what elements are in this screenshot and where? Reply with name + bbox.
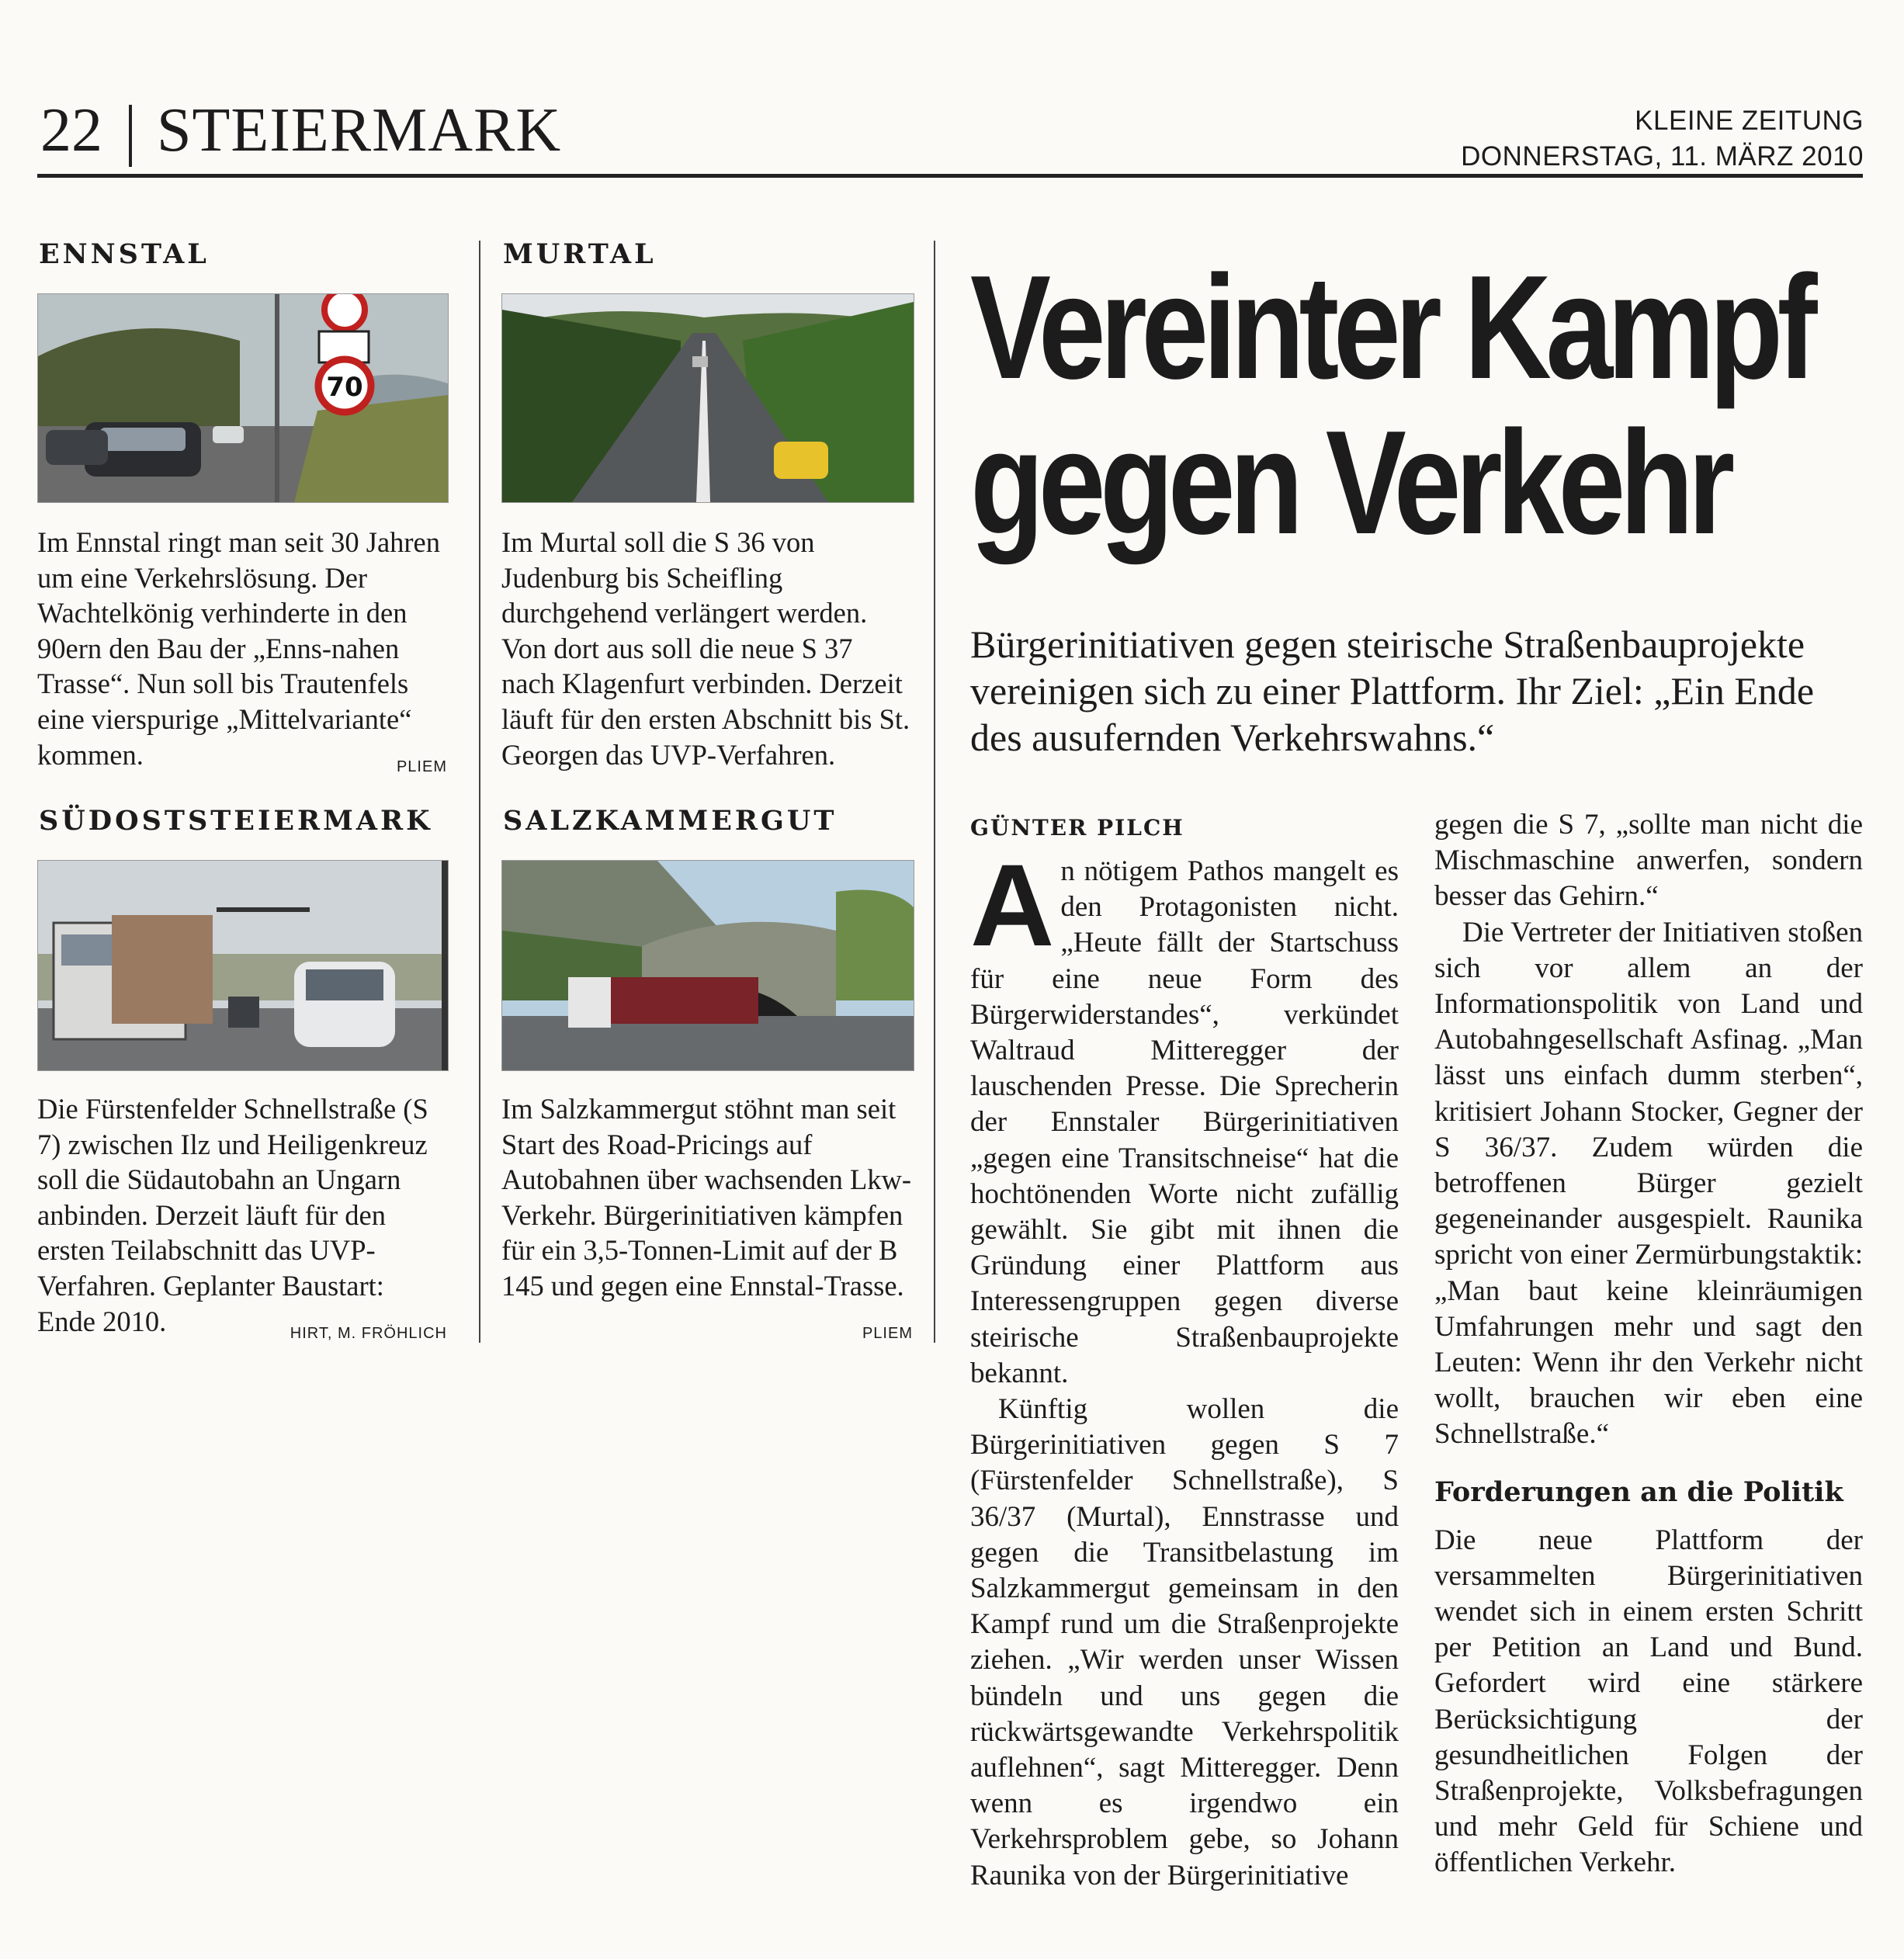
page-number-divider [129, 105, 132, 167]
article-author: GÜNTER PILCH [970, 815, 1184, 841]
article-paragraph: n nötigem Pathos mangelt es den Protagonisten nicht. „Heute fällt der Startschuss für eine neue Form des Bürgerwiderstandes“, verkündet Waltraud Mitteregger der lauschenden Presse. Die Sprecherin der Ennstaler Bürgerinitiativen „gegen eine Transitschneise“ hat die hochtönenden Worte nicht zufällig gewählt. Sie gibt mit ihnen die Gründung einer Plattform aus Interessengruppen gegen diverse steirische Straßenbauprojekte bekannt. [970, 855, 1399, 1389]
dropcap: A [970, 840, 1055, 970]
header-rule [37, 174, 1863, 178]
page-number: 22 [40, 96, 102, 165]
box-body-ennstal: Im Ennstal ringt man seit 30 Jahren um eine Verkehrslösung. Der Wachtelkönig verhinderte in den 90ern den Bau der „Enns-nahen Trasse“. Nun soll bis Trautenfels eine vierspurige „Mittelvariante“ kommen. [37, 526, 441, 771]
article-column-1 [970, 840, 1399, 1894]
box-heading-ennstal: ENNSTAL [39, 238, 210, 270]
photo-ennstal [37, 293, 449, 503]
box-heading-salzkammergut: SALZKAMMERGUT [503, 805, 838, 837]
photo-credit: PLIEM [862, 1324, 913, 1342]
box-body-salzkammergut: Im Salzkammergut stöhnt man seit Start des Road-Pricings auf Autobahnen über wachsenden Lkw-Verkehr. Bürgerinitiativen kämpfen für ein 3,5-Tonnen-Limit auf der B 145 und gegen eine Ennstal-Trasse. [501, 1093, 912, 1302]
photo-suedoststeiermark [37, 860, 449, 1071]
article-paragraph: Künftig wollen die Bürgerinitiativen gegen S 7 (Fürstenfelder Schnellstraße), S 36/37 (Murtal), Ennstrasse und gegen die Transitbelastung im Salzkammergut gemeinsam in den Kampf rund um die Straßenprojekte ziehen. „Wir werden unser Wissen bündeln und uns gegen die rückwärtsgewandte Verkehrspolitik auflehnen“, sagt Mitteregger. Denn wenn es irgendwo ein Verkehrsproblem gebe, so Johann Raunika von der Bürgerinitiative [970, 1393, 1399, 1891]
headline-line-1: Vereinter Kampf [970, 245, 1812, 410]
article-paragraph: gegen die S 7, „sollte man nicht die Mischmaschine anwerfen, sondern besser das Gehirn.“ [1434, 809, 1863, 913]
article-column-2 [1434, 807, 1863, 1881]
box-text-ennstal [37, 525, 447, 785]
box-body-suedoststeiermark: Die Fürstenfelder Schnellstraße (S 7) zwischen Ilz und Heiligenkreuz soll die Südautobahn an Ungarn anbinden. Derzeit läuft für den ersten Teilabschnitt das UVP-Verfahren. Geplanter Baustart: Ende 2010. [37, 1093, 428, 1337]
box-heading-murtal: MURTAL [503, 238, 657, 270]
article-subheading: Forderungen an die Politik [1434, 1475, 1843, 1508]
box-text-suedoststeiermark [37, 1091, 447, 1351]
box-text-salzkammergut [501, 1091, 913, 1351]
photo-credit: HIRT, M. FRÖHLICH [290, 1324, 447, 1342]
article-deck: Bürgerinitiativen gegen steirische Straßenbauprojekte vereinigen sich zu einer Plattform. Ihr Ziel: „Ein Ende des ausufernden Verkehrswahns.“ [970, 622, 1815, 759]
box-body-murtal: Im Murtal soll die S 36 von Judenburg bis Scheifling durchgehend verlängert werden. Von dort aus soll die neue S 37 nach Klagenfurt verbinden. Derzeit läuft für den ersten Abschnitt bis St. Georgen das UVP-Verfahren. [501, 526, 910, 771]
article-paragraph: Die Vertreter der Initiativen stoßen sich vor allem an der Informationspolitik von Land und Autobahngesellschaft Asfinag. „Man lässt uns einfach dumm sterben“, kritisiert Johann Stocker, Gegner der S 36/37. Zudem würden die betroffenen Bürger gezielt gegeneinander ausgespielt. Raunika spricht von einer Zermürbungstaktik: „Man baut keine kleinräumigen Umfahrungen mehr und sagt den Leuten: Wenn ihr den Verkehr nicht wollt, brauchen wir eben eine Schnellstraße.“ [1434, 916, 1863, 1451]
column-rule [934, 241, 935, 1343]
photo-credit: PLIEM [396, 758, 447, 775]
article-paragraph: Die neue Plattform der versammelten Bürgerinitiativen wendet sich in einem ersten Schritt per Petition an Land und Bund. Gefordert wird eine stärkere Berücksichtigung der gesundheitlichen Folgen der Straßenprojekte, Volksbefragungen und mehr Geld für Schiene und öffentlichen Verkehr. [1434, 1524, 1863, 1879]
photo-salzkammergut [501, 860, 914, 1071]
newspaper-name: KLEINE ZEITUNG [1635, 106, 1864, 136]
photo-murtal [501, 293, 914, 503]
box-heading-suedoststeiermark: SÜDOSTSTEIERMARK [39, 805, 433, 837]
headline-line-2: gegen Verkehr [970, 400, 1729, 565]
issue-date: DONNERSTAG, 11. MÄRZ 2010 [1461, 141, 1864, 172]
section-title: STEIERMARK [157, 96, 562, 165]
article-headline [970, 245, 1812, 565]
column-rule [479, 241, 480, 1343]
box-text-murtal [501, 525, 913, 772]
speed-limit-sign: 70 [326, 372, 363, 403]
